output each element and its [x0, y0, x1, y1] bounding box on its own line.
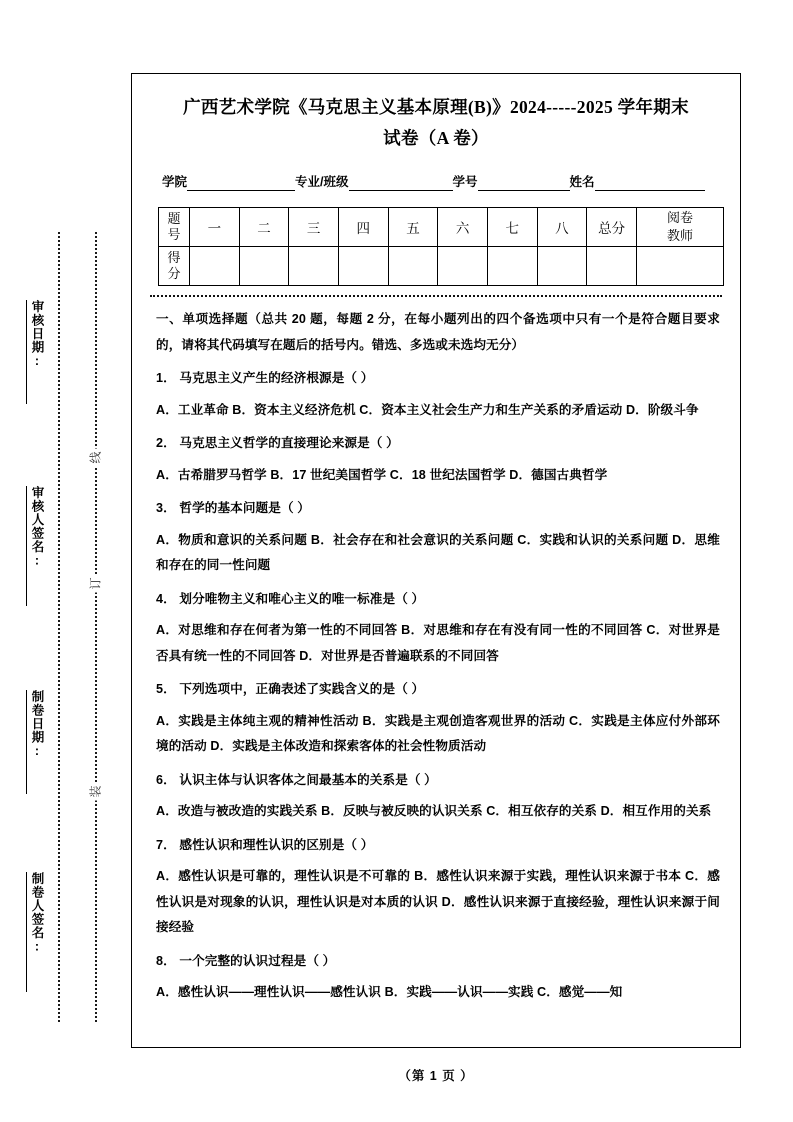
grader-label-line2: 教师 [666, 228, 693, 243]
question-1-stem: 1． 马克思主义产生的经济根源是（ ） [156, 371, 374, 385]
major-class-field[interactable] [295, 172, 452, 191]
college-label: 学院 [162, 175, 188, 189]
score-column-1: 一 [190, 208, 240, 247]
question-6-stem: 6． 认识主体与认识客体之间最基本的关系是（ ） [156, 772, 437, 787]
seal-char-wrap: 装 [84, 783, 107, 801]
make-date-label: 制卷日期: [26, 690, 46, 794]
name-field[interactable] [570, 172, 705, 191]
score-cell-4[interactable] [338, 247, 388, 286]
question-4-stem: 4． 划分唯物主义和唯心主义的唯一标准是（ ） [156, 591, 425, 606]
question-5-stem: 5． 下列选项中，正确表述了实践含义的是（ ） [156, 682, 425, 696]
question-5-options: A．实践是主体纯主观的精神性活动 B．实践是主观创造客观世界的活动 C．实践是主体应付外部环境的活动 D．实践是主体改造和探索客体的社会性物质活动 [156, 713, 720, 753]
question-4-options: A．对思维和存在何者为第一性的不同回答 B．对思维和存在有没有同一性的不同回答 C．对世界是否具有统一性的不同回答 D．对世界是否普遍联系的不同回答 [156, 623, 720, 663]
question-7-options: A．感性认识是可靠的，理性认识是不可靠的 B．感性认识来源于实践，理性认识来源于书本 C．感性认识是对现象的认识，理性认识是对本质的认识 D．感性认识来源于直接经验，理性认识来源于间接经验 [156, 869, 720, 934]
question-3-options: A．物质和意识的关系问题 B．社会存在和社会意识的关系问题 C．实践和认识的关系问题 D．思维和存在的同一性问题 [156, 532, 720, 572]
score-table-row-label-score: 得 分 [159, 247, 190, 286]
student-id-field[interactable] [453, 172, 570, 191]
college-field[interactable] [162, 172, 295, 191]
exam-sheet [131, 73, 741, 1048]
left-binding-margin [0, 0, 131, 1122]
question-2-stem: 2． 马克思主义哲学的直接理论来源是（ ） [156, 436, 399, 450]
binding-dotted-line-outer [58, 232, 60, 1022]
score-column-7: 七 [487, 208, 537, 247]
question-body [156, 307, 720, 1006]
reviewer-signature-label: 审核人签名: [26, 486, 46, 606]
major-class-input-blank[interactable] [349, 177, 453, 191]
page-indicator: （第 1 页 ） [398, 1069, 474, 1083]
score-cell-grader[interactable] [637, 247, 724, 286]
question-8-options: A．感性认识——理性认识——感性认识 B．实践——认识——实践 C．感觉——知 [156, 985, 623, 999]
dotted-separator [150, 295, 722, 297]
score-cell-7[interactable] [487, 247, 537, 286]
page-title [148, 92, 724, 154]
score-cell-6[interactable] [438, 247, 488, 286]
identity-fields-row [162, 172, 720, 191]
major-class-label: 专业/班级 [295, 175, 349, 189]
exam-title-line1: 广西艺术学院《马克思主义基本原理(B)》2024-----2025 学年期末 [183, 97, 689, 117]
exam-title-line2: 试卷（A 卷） [383, 128, 489, 148]
score-column-4: 四 [338, 208, 388, 247]
score-cell-5[interactable] [388, 247, 438, 286]
score-cell-8[interactable] [537, 247, 587, 286]
question-6-options: A．改造与被改造的实践关系 B．反映与被反映的认识关系 C．相互依存的关系 D．相互作用的关系 [156, 804, 712, 818]
score-cell-1[interactable] [190, 247, 240, 286]
score-table-value-row [159, 247, 724, 286]
question-8-stem: 8． 一个完整的认识过程是（ ） [156, 953, 336, 968]
seal-char-bind: 订 [84, 575, 107, 593]
section-heading: 一、单项选择题（总共 20 题，每题 2 分，在每小题列出的四个备选项中只有一个是符合题目要求的，请将其代码填写在题后的括号内。错选、多选或未选均无分） [156, 312, 720, 352]
maker-signature-label: 制卷人签名: [26, 872, 46, 992]
review-date-label: 审核日期: [26, 300, 46, 404]
score-table-header-row [159, 208, 724, 247]
student-id-label: 学号 [452, 175, 478, 189]
score-table-row-label-question: 题 号 [159, 208, 190, 247]
name-label: 姓名 [569, 175, 595, 189]
score-column-5: 五 [388, 208, 438, 247]
binding-dotted-line-inner [95, 232, 97, 1022]
score-column-total: 总分 [587, 208, 637, 247]
question-2-options: A．古希腊罗马哲学 B．17 世纪美国哲学 C．18 世纪法国哲学 D．德国古典哲学 [156, 467, 608, 482]
question-1-options: A．工业革命 B．资本主义经济危机 C．资本主义社会生产力和生产关系的矛盾运动 D．阶级斗争 [156, 402, 699, 417]
seal-char-line: 线 [84, 449, 107, 467]
question-3-stem: 3． 哲学的基本问题是（ ） [156, 501, 310, 515]
college-input-blank[interactable] [187, 177, 295, 191]
score-column-2: 二 [239, 208, 289, 247]
score-cell-2[interactable] [239, 247, 289, 286]
page-footer [131, 1066, 741, 1084]
question-7-stem: 7． 感性认识和理性认识的区别是（ ） [156, 837, 374, 852]
score-column-8: 八 [537, 208, 587, 247]
name-input-blank[interactable] [595, 177, 705, 191]
score-column-6: 六 [438, 208, 488, 247]
grader-label-line1: 阅卷 [666, 210, 693, 225]
score-cell-3[interactable] [289, 247, 339, 286]
student-id-input-blank[interactable] [478, 177, 570, 191]
score-column-grader [637, 208, 724, 247]
score-column-3: 三 [289, 208, 339, 247]
score-table [158, 207, 724, 286]
score-cell-total[interactable] [587, 247, 637, 286]
